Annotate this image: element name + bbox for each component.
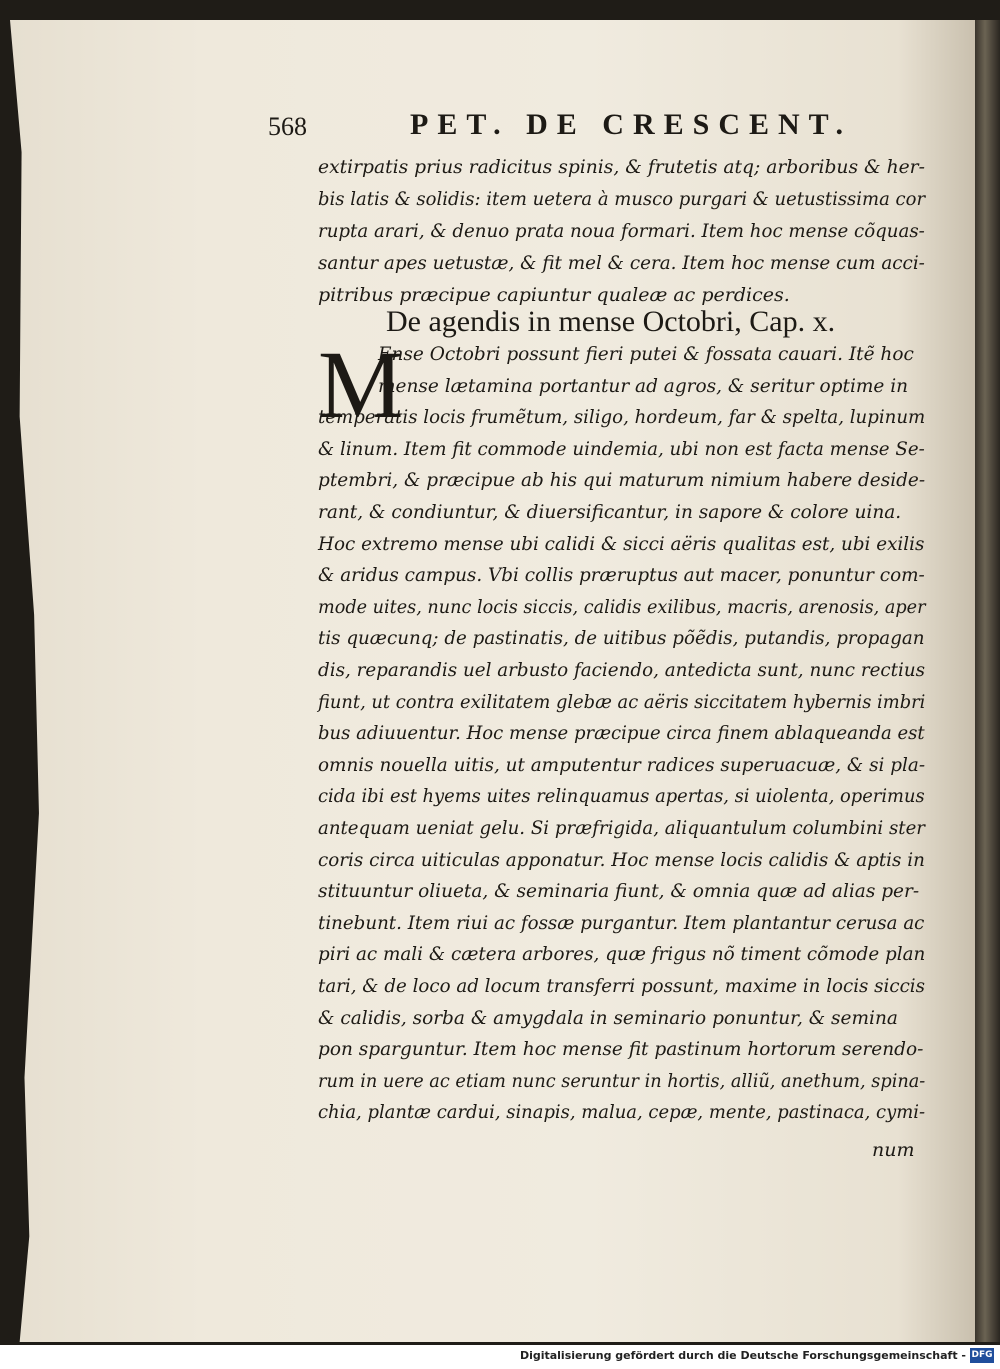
text-line: fiunt, ut contra exilitatem glebæ ac aëris siccitatem hybernis imbri: [318, 691, 926, 713]
running-head: PET. DE CRESCENT.: [410, 108, 852, 141]
text-line: bis latis & solidis: item uetera à musco purgari & uetustissima cor: [318, 188, 926, 210]
text-line: Ense Octobri possunt fieri putei & fossata cauari. Itẽ hoc: [378, 344, 914, 365]
text-line: tinebunt. Item riui ac fossæ purgantur. Item plantantur cerusa ac: [318, 912, 925, 934]
dfg-logo: DFG: [970, 1348, 994, 1363]
text-line: cida ibi est hyems uites relinquamus apertas, si uiolenta, operimus: [318, 786, 925, 808]
text-line: & aridus campus. Vbi collis præruptus aut macer, ponuntur com-: [318, 565, 925, 587]
text-line: rum in uere ac etiam nunc seruntur in hortis, alliũ, anethum, spina-: [318, 1070, 926, 1092]
catchword: num: [872, 1139, 915, 1161]
text-line: & linum. Item fit commode uindemia, ubi non est facta mense Se-: [318, 438, 925, 460]
text-line: extirpatis prius radicitus spinis, & frutetis atq; arboribus & her-: [318, 156, 925, 178]
text-line: coris circa uiticulas apponatur. Hoc mense locis calidis & aptis in: [318, 849, 925, 871]
text-line: temperatis locis frumẽtum, siligo, hordeum, far & spelta, lupinum: [318, 407, 926, 429]
text-line: mense lætamina portantur ad agros, & seritur optime in: [378, 375, 909, 397]
chapter-heading: De agendis in mense Octobri, Cap. x.: [386, 305, 836, 338]
text-line: dis, reparandis uel arbusto faciendo, antedicta sunt, nunc rectius: [318, 660, 926, 681]
drop-cap-initial: M: [318, 331, 404, 438]
text-line: tari, & de loco ad locum transferri possunt, maxime in locis siccis: [318, 976, 925, 997]
paper-leaf: [10, 20, 975, 1342]
text-line: Hoc extremo mense ubi calidi & sicci aëris qualitas est, ubi exilis: [318, 533, 925, 555]
text-line: ptembri, & præcipue ab his qui maturum nimium habere deside-: [318, 470, 926, 492]
text-line: chia, plantæ cardui, sinapis, malua, cepæ, mente, pastinaca, cymi-: [318, 1102, 926, 1124]
footer-bar: [0, 1345, 1000, 1369]
text-line: rant, & condiuntur, & diuersificantur, in sapore & colore uina.: [318, 502, 902, 523]
text-line: tis quæcunq; de pastinatis, de uitibus põẽdis, putandis, propagan: [318, 628, 925, 650]
text-line: rupta arari, & denuo prata noua formari. Item hoc mense cõquas-: [318, 220, 925, 242]
page-number: 568: [268, 112, 307, 141]
text-line: omnis nouella uitis, ut amputentur radices superuacuæ, & si pla-: [318, 754, 926, 776]
text-line: bus adiuuentur. Hoc mense præcipue circa finem ablaqueanda est: [318, 723, 925, 745]
text-line: santur apes uetustæ, & fit mel & cera. Item hoc mense cum acci-: [318, 252, 925, 274]
book-edge: [975, 20, 1000, 1342]
text-line: mode uites, nunc locis siccis, calidis exilibus, macris, arenosis, aper: [318, 596, 926, 618]
text-line: piri ac mali & cætera arbores, quæ frigus nõ timent cõmode plan: [318, 944, 926, 966]
text-line: & calidis, sorba & amygdala in seminario ponuntur, & semina: [318, 1007, 898, 1029]
text-line: pon sparguntur. Item hoc mense fit pastinum hortorum serendo-: [318, 1039, 924, 1061]
text-line: antequam ueniat gelu. Si præfrigida, aliquantulum columbini ster: [318, 818, 925, 839]
digitization-credit: Digitalisierung gefördert durch die Deutsche Forschungsgemeinschaft -: [519, 1349, 966, 1362]
text-line: stituuntur oliueta, & seminaria fiunt, & omnia quæ ad alias per-: [318, 881, 920, 903]
text-line: pitribus præcipue capiuntur qualeæ ac perdices.: [318, 284, 790, 306]
